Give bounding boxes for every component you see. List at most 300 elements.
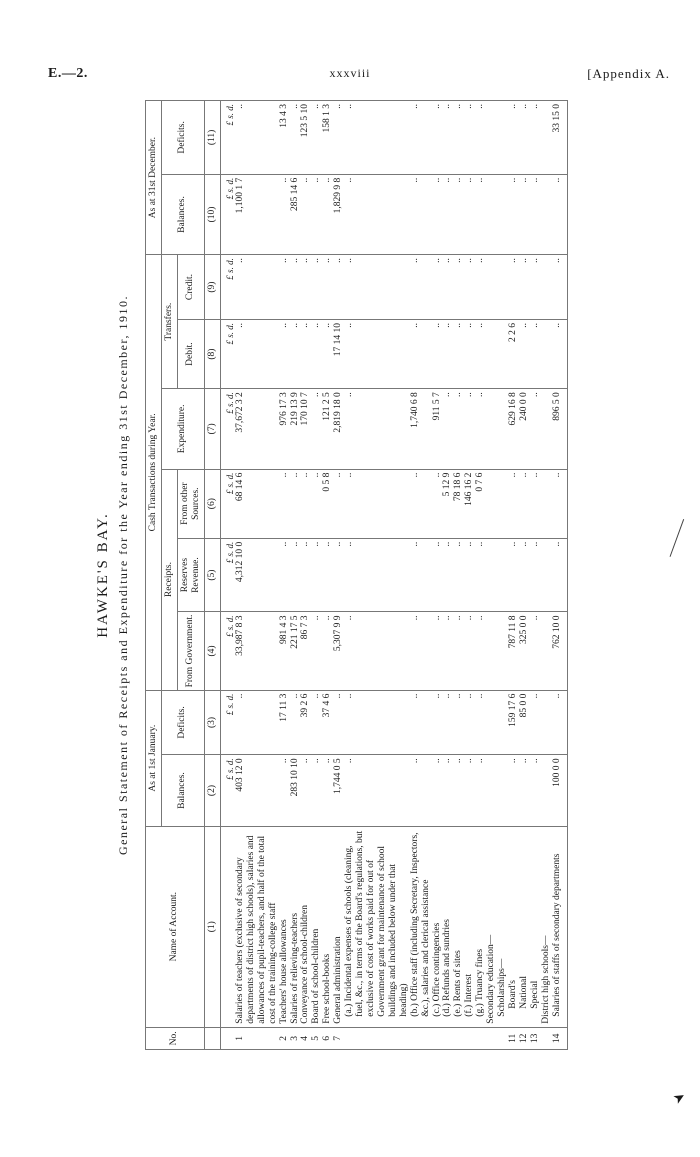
account-name: (b.) Office staff (including Secretary, Inspectors, &c.), salaries and clerical assistance xyxy=(410,826,432,1027)
statement-title: HAWKE'S BAY. xyxy=(95,512,111,638)
col-num: (2) xyxy=(204,755,220,826)
from-government: 221 17 5 xyxy=(290,612,301,690)
expenditure: 911 5 7 xyxy=(432,389,443,469)
table-row xyxy=(235,101,279,1050)
transfer-debit: 2 2 6 xyxy=(508,319,519,388)
balance-dec: .. xyxy=(453,174,464,254)
from-government: 86 7 3 xyxy=(300,612,311,690)
col-num: (8) xyxy=(204,319,220,388)
row-number: 4 xyxy=(300,1027,311,1049)
from-other xyxy=(497,469,508,538)
reserves-revenue: .. xyxy=(475,538,486,612)
expenditure: 976 17 3 xyxy=(279,389,290,469)
deficit-jan: .. xyxy=(432,690,443,755)
deficit-dec: .. xyxy=(344,101,410,175)
reserves-revenue: .. xyxy=(442,538,453,612)
deficit-dec: .. xyxy=(519,101,530,175)
from-other: .. xyxy=(508,469,519,538)
transfer-credit: .. xyxy=(552,255,567,320)
row-number xyxy=(475,1027,486,1049)
balance-jan: 1,744 0 5 xyxy=(333,755,344,826)
reserves-revenue xyxy=(486,538,497,612)
balance-jan: .. xyxy=(311,755,322,826)
balance-jan: .. xyxy=(322,755,333,826)
deficit-dec xyxy=(541,101,552,175)
balance-dec: .. xyxy=(279,174,290,254)
balance-jan: .. xyxy=(508,755,519,826)
from-government xyxy=(497,612,508,690)
from-other: .. xyxy=(344,469,410,538)
table-row xyxy=(322,101,333,1050)
table-row xyxy=(442,101,453,1050)
col-num: (4) xyxy=(204,612,220,690)
from-other: .. xyxy=(311,469,322,538)
reserves-revenue: .. xyxy=(344,538,410,612)
reserves-revenue: .. xyxy=(464,538,475,612)
expenditure: 121 2 5 xyxy=(322,389,333,469)
row-number xyxy=(464,1027,475,1049)
deficit-jan: .. xyxy=(290,690,301,755)
expenditure: .. xyxy=(530,389,541,469)
col-num: (11) xyxy=(204,101,220,175)
transfer-credit: .. xyxy=(464,255,475,320)
units-cell: £ s. d. xyxy=(220,755,235,826)
from-other: .. xyxy=(519,469,530,538)
units-blank xyxy=(220,826,235,1027)
row-number: 12 xyxy=(519,1027,530,1049)
account-name: Special xyxy=(530,826,541,1027)
deficit-dec: .. xyxy=(290,101,301,175)
deficit-jan: .. xyxy=(235,690,279,755)
deficit-jan xyxy=(486,690,497,755)
expenditure: .. xyxy=(475,389,486,469)
reserves-revenue: .. xyxy=(290,538,301,612)
row-number: 11 xyxy=(508,1027,519,1049)
col-num: (5) xyxy=(204,538,220,612)
deficit-dec: .. xyxy=(410,101,432,175)
transfer-credit: .. xyxy=(410,255,432,320)
deficit-dec: .. xyxy=(453,101,464,175)
expenditure: 896 5 0 xyxy=(552,389,567,469)
account-name: Salaries of staffs of secondary departments xyxy=(552,826,567,1027)
units-cell: £ s. d. xyxy=(220,319,235,388)
balance-dec: 1,100 1 7 xyxy=(235,174,279,254)
margin-mark xyxy=(670,519,696,561)
balance-dec: .. xyxy=(344,174,410,254)
deficit-dec: .. xyxy=(333,101,344,175)
table-row xyxy=(464,101,475,1050)
deficit-dec: 123 5 10 xyxy=(300,101,311,175)
statement-table xyxy=(145,100,568,1050)
balance-dec: .. xyxy=(508,174,519,254)
appendix-label: [Appendix A. xyxy=(587,66,670,81)
transfer-credit: .. xyxy=(235,255,279,320)
balance-dec: .. xyxy=(322,174,333,254)
col-from-government: From Government. xyxy=(177,612,204,690)
page-number: xxxviii xyxy=(329,66,371,80)
account-name: Salaries of teachers (exclusive of secondary departments of district high schools), salaries and allowances of pupil-teachers, and half of the total cost of the training-college staff xyxy=(235,826,279,1027)
units-cell: £ s. d. xyxy=(220,538,235,612)
deficit-dec: .. xyxy=(464,101,475,175)
transfer-debit: .. xyxy=(432,319,443,388)
from-other: 68 14 6 xyxy=(235,469,279,538)
expenditure xyxy=(497,389,508,469)
col-deficits-dec: Deficits. xyxy=(161,101,204,175)
group-cash: Cash Transactions during Year. xyxy=(146,255,162,690)
balance-jan xyxy=(486,755,497,826)
transfer-debit: .. xyxy=(464,319,475,388)
account-name: (c.) Office contingencies xyxy=(432,826,443,1027)
transfer-debit xyxy=(486,319,497,388)
transfer-debit: .. xyxy=(552,319,567,388)
balance-dec xyxy=(541,174,552,254)
row-number xyxy=(442,1027,453,1049)
row-number xyxy=(453,1027,464,1049)
from-other xyxy=(486,469,497,538)
from-government: .. xyxy=(410,612,432,690)
page-code: E.—2. xyxy=(48,66,88,81)
from-government xyxy=(541,612,552,690)
balance-jan: .. xyxy=(519,755,530,826)
from-other: .. xyxy=(333,469,344,538)
balance-jan: .. xyxy=(530,755,541,826)
row-number: 14 xyxy=(552,1027,567,1049)
balance-jan: .. xyxy=(475,755,486,826)
from-other: .. xyxy=(279,469,290,538)
table-row xyxy=(486,101,497,1050)
reserves-revenue xyxy=(541,538,552,612)
balance-jan: .. xyxy=(464,755,475,826)
transfer-debit: .. xyxy=(235,319,279,388)
reserves-revenue: .. xyxy=(333,538,344,612)
transfer-credit: .. xyxy=(279,255,290,320)
expenditure: .. xyxy=(344,389,410,469)
transfer-debit: .. xyxy=(453,319,464,388)
transfer-debit: .. xyxy=(519,319,530,388)
expenditure: 37,672 3 2 xyxy=(235,389,279,469)
account-name: (f.) Interest xyxy=(464,826,475,1027)
row-number: 6 xyxy=(322,1027,333,1049)
account-name: (e.) Rents of sites xyxy=(453,826,464,1027)
balance-dec: .. xyxy=(475,174,486,254)
from-government: .. xyxy=(530,612,541,690)
units-cell: £ s. d. xyxy=(220,469,235,538)
deficit-jan: .. xyxy=(410,690,432,755)
title-block xyxy=(95,100,131,1050)
account-name: (d.) Refunds and sundries xyxy=(442,826,453,1027)
units-cell: £ s. d. xyxy=(220,174,235,254)
table-row xyxy=(279,101,290,1050)
col-expenditure: Expenditure. xyxy=(161,389,204,469)
transfer-debit: .. xyxy=(475,319,486,388)
table-row xyxy=(344,101,410,1050)
from-government: 981 4 3 xyxy=(279,612,290,690)
transfer-credit xyxy=(497,255,508,320)
balance-jan xyxy=(497,755,508,826)
row-number xyxy=(486,1027,497,1049)
deficit-jan: .. xyxy=(333,690,344,755)
transfer-credit: .. xyxy=(300,255,311,320)
balance-jan: .. xyxy=(279,755,290,826)
table-row xyxy=(541,101,552,1050)
transfer-debit: .. xyxy=(530,319,541,388)
transfer-credit: .. xyxy=(530,255,541,320)
deficit-jan: .. xyxy=(464,690,475,755)
transfer-debit: .. xyxy=(322,319,333,388)
expenditure: 629 16 8 xyxy=(508,389,519,469)
balance-jan: .. xyxy=(432,755,443,826)
expenditure xyxy=(486,389,497,469)
account-name: National xyxy=(519,826,530,1027)
col-name: Name of Account. xyxy=(146,826,205,1027)
deficit-jan: .. xyxy=(475,690,486,755)
reserves-revenue: .. xyxy=(519,538,530,612)
balance-dec: .. xyxy=(530,174,541,254)
balance-jan: .. xyxy=(344,755,410,826)
transfer-debit: .. xyxy=(311,319,322,388)
transfer-debit: .. xyxy=(279,319,290,388)
balance-dec: .. xyxy=(464,174,475,254)
transfer-credit: .. xyxy=(322,255,333,320)
account-name: General administration xyxy=(333,826,344,1027)
table-row xyxy=(290,101,301,1050)
balance-dec: .. xyxy=(311,174,322,254)
reserves-revenue: .. xyxy=(410,538,432,612)
deficit-dec: .. xyxy=(432,101,443,175)
units-cell: £ s. d. xyxy=(220,612,235,690)
table-row xyxy=(410,101,432,1050)
balance-jan: .. xyxy=(442,755,453,826)
account-name: Conveyance of school-children xyxy=(300,826,311,1027)
from-other: .. xyxy=(300,469,311,538)
balance-dec: .. xyxy=(442,174,453,254)
deficit-jan: 37 4 6 xyxy=(322,690,333,755)
deficit-dec xyxy=(486,101,497,175)
expenditure: 2,819 18 0 xyxy=(333,389,344,469)
col-balances-dec: Balances. xyxy=(161,174,204,254)
from-other: .. xyxy=(552,469,567,538)
table-row xyxy=(475,101,486,1050)
account-name: Scholarships— xyxy=(497,826,508,1027)
transfer-debit: 17 14 10 xyxy=(333,319,344,388)
from-other: 0 5 8 xyxy=(322,469,333,538)
transfer-credit: .. xyxy=(311,255,322,320)
deficit-jan: 159 17 6 xyxy=(508,690,519,755)
row-number xyxy=(410,1027,432,1049)
from-other: .. xyxy=(530,469,541,538)
deficit-dec: 13 4 3 xyxy=(279,101,290,175)
col-from-other: From other Sources. xyxy=(177,469,204,538)
units-cell: £ s. d. xyxy=(220,255,235,320)
from-other: .. xyxy=(432,469,443,538)
deficit-jan xyxy=(541,690,552,755)
reserves-revenue: .. xyxy=(300,538,311,612)
margin-mark: ➤ xyxy=(671,1089,689,1108)
account-name: Salaries of relieving-teachers xyxy=(290,826,301,1027)
from-government: 5,307 9 9 xyxy=(333,612,344,690)
from-other: 146 16 2 xyxy=(464,469,475,538)
from-other: .. xyxy=(290,469,301,538)
deficit-jan: .. xyxy=(311,690,322,755)
table-row xyxy=(432,101,443,1050)
deficit-jan: .. xyxy=(530,690,541,755)
from-government: 787 11 8 xyxy=(508,612,519,690)
deficit-jan: .. xyxy=(552,690,567,755)
expenditure: 219 13 9 xyxy=(290,389,301,469)
transfer-credit: .. xyxy=(475,255,486,320)
from-government xyxy=(486,612,497,690)
transfer-credit: .. xyxy=(453,255,464,320)
expenditure xyxy=(541,389,552,469)
transfer-debit xyxy=(541,319,552,388)
expenditure: .. xyxy=(464,389,475,469)
deficit-dec: .. xyxy=(475,101,486,175)
expenditure: .. xyxy=(453,389,464,469)
balance-jan: .. xyxy=(453,755,464,826)
row-number: 3 xyxy=(290,1027,301,1049)
balance-jan: .. xyxy=(300,755,311,826)
balance-jan: 403 12 0 xyxy=(235,755,279,826)
from-government: .. xyxy=(344,612,410,690)
account-name: District high schools— xyxy=(541,826,552,1027)
balance-dec: .. xyxy=(300,174,311,254)
deficit-jan: .. xyxy=(344,690,410,755)
table-row xyxy=(530,101,541,1050)
from-other: 78 18 6 xyxy=(453,469,464,538)
col-reserves-revenue: Reserves Revenue. xyxy=(177,538,204,612)
col-num: (1) xyxy=(204,826,220,1027)
account-name: Free school-books xyxy=(322,826,333,1027)
deficit-dec: .. xyxy=(235,101,279,175)
reserves-revenue: .. xyxy=(279,538,290,612)
balance-dec: .. xyxy=(432,174,443,254)
group-dec: As at 31st December. xyxy=(146,101,162,255)
account-name: (g.) Truancy fines xyxy=(475,826,486,1027)
balance-dec xyxy=(486,174,497,254)
account-name: Secondary education— xyxy=(486,826,497,1027)
row-number: 1 xyxy=(235,1027,279,1049)
row-number xyxy=(432,1027,443,1049)
account-name: Board's xyxy=(508,826,519,1027)
account-name: Board of school-children xyxy=(311,826,322,1027)
from-government: 33,987 8 3 xyxy=(235,612,279,690)
deficit-dec: .. xyxy=(442,101,453,175)
transfer-credit xyxy=(541,255,552,320)
group-jan: As at 1st January. xyxy=(146,690,162,826)
col-num: (9) xyxy=(204,255,220,320)
reserves-revenue: .. xyxy=(552,538,567,612)
from-government: .. xyxy=(464,612,475,690)
units-cell: £ s. d. xyxy=(220,101,235,175)
rotated-statement xyxy=(95,100,615,1050)
table-row xyxy=(453,101,464,1050)
col-num: (3) xyxy=(204,690,220,755)
from-government: .. xyxy=(311,612,322,690)
deficit-jan: .. xyxy=(442,690,453,755)
col-debit: Debit. xyxy=(177,319,204,388)
expenditure: .. xyxy=(311,389,322,469)
expenditure: .. xyxy=(442,389,453,469)
from-other xyxy=(541,469,552,538)
from-government: .. xyxy=(442,612,453,690)
balance-jan: 100 0 0 xyxy=(552,755,567,826)
col-credit: Credit. xyxy=(177,255,204,320)
transfer-credit: .. xyxy=(290,255,301,320)
col-num: (6) xyxy=(204,469,220,538)
table-row xyxy=(519,101,530,1050)
col-num: (7) xyxy=(204,389,220,469)
reserves-revenue: 4,312 10 0 xyxy=(235,538,279,612)
balance-dec: .. xyxy=(410,174,432,254)
row-number xyxy=(497,1027,508,1049)
from-government: .. xyxy=(432,612,443,690)
transfer-credit xyxy=(486,255,497,320)
row-number xyxy=(541,1027,552,1049)
expenditure: 240 0 0 xyxy=(519,389,530,469)
balance-jan: 283 10 10 xyxy=(290,755,301,826)
from-government: .. xyxy=(475,612,486,690)
transfer-debit: .. xyxy=(300,319,311,388)
deficit-jan xyxy=(497,690,508,755)
from-government: .. xyxy=(322,612,333,690)
expenditure: 1,740 6 8 xyxy=(410,389,432,469)
from-government: 762 10 0 xyxy=(552,612,567,690)
transfer-credit: .. xyxy=(519,255,530,320)
account-name: Teachers' house allowances xyxy=(279,826,290,1027)
units-blank xyxy=(220,1027,235,1049)
deficit-jan: 39 2 6 xyxy=(300,690,311,755)
balance-dec: .. xyxy=(519,174,530,254)
balance-dec: .. xyxy=(552,174,567,254)
units-cell: £ s. d. xyxy=(220,389,235,469)
col-num xyxy=(204,1027,220,1049)
reserves-revenue xyxy=(497,538,508,612)
deficit-dec xyxy=(497,101,508,175)
row-number xyxy=(344,1027,410,1049)
deficit-jan: 85 0 0 xyxy=(519,690,530,755)
transfer-debit: .. xyxy=(290,319,301,388)
transfer-debit: .. xyxy=(442,319,453,388)
transfer-debit: .. xyxy=(344,319,410,388)
reserves-revenue: .. xyxy=(530,538,541,612)
transfer-credit: .. xyxy=(333,255,344,320)
transfer-debit xyxy=(497,319,508,388)
table-row xyxy=(333,101,344,1050)
col-num: (10) xyxy=(204,174,220,254)
balance-dec: 1,829 9 8 xyxy=(333,174,344,254)
expenditure: 170 10 7 xyxy=(300,389,311,469)
reserves-revenue: .. xyxy=(432,538,443,612)
from-other: 0 7 6 xyxy=(475,469,486,538)
row-number: 7 xyxy=(333,1027,344,1049)
balance-jan xyxy=(541,755,552,826)
deficit-jan: .. xyxy=(453,690,464,755)
deficit-dec: 158 1 3 xyxy=(322,101,333,175)
deficit-jan: 17 11 3 xyxy=(279,690,290,755)
table-row xyxy=(552,101,567,1050)
from-other: .. xyxy=(410,469,432,538)
deficit-dec: 33 15 0 xyxy=(552,101,567,175)
reserves-revenue: .. xyxy=(453,538,464,612)
deficit-dec: .. xyxy=(530,101,541,175)
col-balances-jan: Balances. xyxy=(161,755,204,826)
balance-jan: .. xyxy=(410,755,432,826)
row-number: 5 xyxy=(311,1027,322,1049)
col-deficits-jan: Deficits. xyxy=(161,690,204,755)
from-other: 5 12 9 xyxy=(442,469,453,538)
table-row xyxy=(508,101,519,1050)
deficit-dec: .. xyxy=(311,101,322,175)
